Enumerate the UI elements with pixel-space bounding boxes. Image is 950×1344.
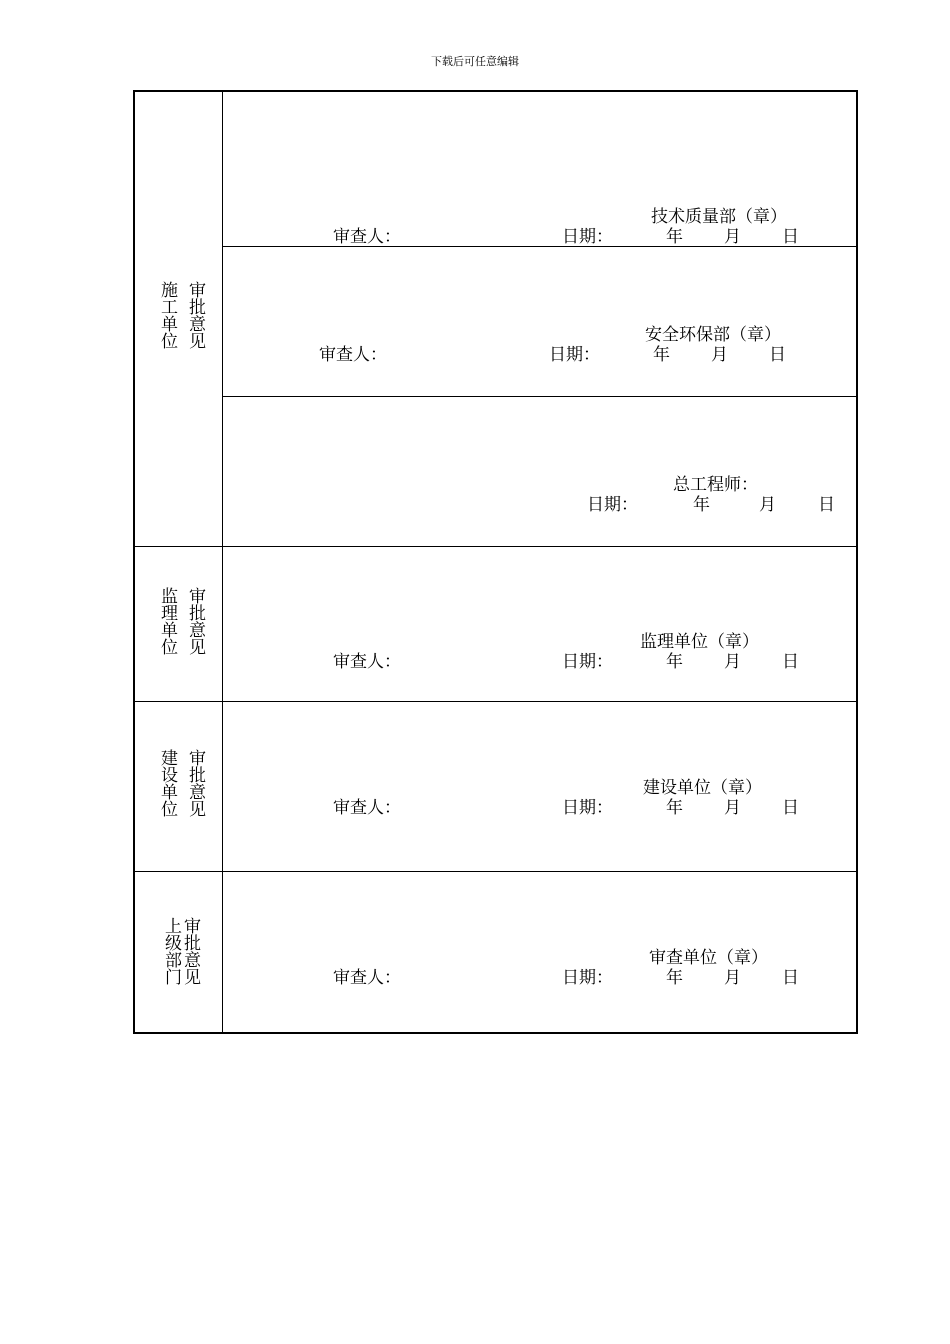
owner-seal-label: 建设单位（章） [643, 778, 762, 798]
chief-day-label: 日 [818, 495, 835, 515]
supervision-year-label: 年 [666, 652, 683, 672]
safety-reviewer-label: 审查人： [319, 345, 387, 365]
supervision-label-col1: 监理单位 [157, 587, 177, 655]
safety-day-label: 日 [769, 345, 786, 365]
tech-day-label: 日 [782, 227, 799, 247]
supervision-month-label: 月 [724, 652, 741, 672]
tech-quality-subsection [223, 92, 856, 247]
supervision-date-label: 日期： [562, 652, 613, 672]
safety-year-label: 年 [653, 345, 670, 365]
safety-env-subsection [223, 247, 856, 397]
owner-day-label: 日 [782, 798, 799, 818]
chief-engineer-subsection [223, 397, 856, 547]
superior-month-label: 月 [724, 968, 741, 988]
chief-year-label: 年 [693, 495, 710, 515]
owner-reviewer-label: 审查人： [333, 798, 401, 818]
owner-date-label: 日期： [562, 798, 613, 818]
tech-reviewer-label: 审查人： [333, 227, 401, 247]
supervision-label-cell [135, 547, 223, 701]
superior-label-cell [135, 872, 223, 1032]
chief-month-label: 月 [759, 495, 776, 515]
safety-date-label: 日期： [549, 345, 600, 365]
safety-month-label: 月 [711, 345, 728, 365]
approval-form-table [133, 90, 858, 1034]
superior-day-label: 日 [782, 968, 799, 988]
tech-seal-label: 技术质量部（章） [651, 207, 787, 227]
construction-label-cell [135, 92, 223, 546]
superior-date-label: 日期： [562, 968, 613, 988]
superior-label-col1: 上级部门 [161, 917, 181, 985]
supervision-reviewer-label: 审查人： [333, 652, 401, 672]
safety-seal-label: 安全环保部（章） [645, 325, 781, 345]
construction-label-col1: 施工单位 [157, 281, 177, 349]
owner-year-label: 年 [666, 798, 683, 818]
construction-section [135, 92, 856, 547]
owner-content [223, 702, 856, 871]
construction-label-col2: 审批意见 [185, 281, 205, 349]
tech-date-label: 日期： [562, 227, 613, 247]
chief-engineer-label: 总工程师： [673, 475, 758, 495]
tech-year-label: 年 [666, 227, 683, 247]
owner-label-col2: 审批意见 [185, 749, 205, 817]
supervision-section [135, 547, 856, 702]
superior-reviewer-label: 审查人： [333, 968, 401, 988]
superior-seal-label: 审查单位（章） [649, 948, 768, 968]
chief-date-label: 日期： [587, 495, 638, 515]
header-note: 下载后可任意编辑 [431, 55, 519, 68]
owner-section [135, 702, 856, 872]
superior-content [223, 872, 856, 1032]
tech-month-label: 月 [724, 227, 741, 247]
supervision-label-col2: 审批意见 [185, 587, 205, 655]
supervision-day-label: 日 [782, 652, 799, 672]
supervision-content [223, 547, 856, 701]
construction-content [223, 92, 856, 546]
owner-month-label: 月 [724, 798, 741, 818]
owner-label-col1: 建设单位 [157, 749, 177, 817]
superior-section [135, 872, 856, 1032]
owner-label-cell [135, 702, 223, 871]
superior-label-col2: 审批意见 [180, 917, 200, 985]
supervision-seal-label: 监理单位（章） [640, 632, 759, 652]
superior-year-label: 年 [666, 968, 683, 988]
